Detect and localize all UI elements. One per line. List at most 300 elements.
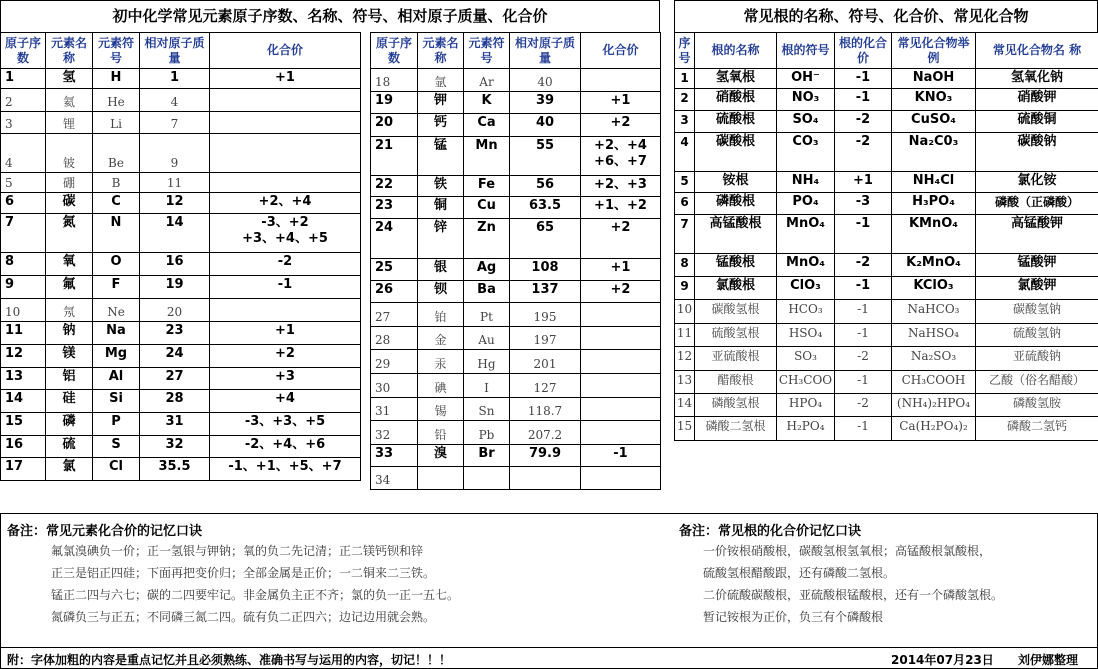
footer (0, 648, 1098, 669)
radical-name: 硫酸根 (695, 111, 777, 133)
valence-line: +2、+3 (594, 177, 647, 192)
radical-name: 氢氧根 (695, 69, 777, 89)
radical-name: 磷酸根 (695, 193, 777, 215)
compound-formula: KMnO₄ (892, 215, 976, 254)
table-row (675, 133, 1098, 172)
compound-formula: H₃PO₄ (892, 193, 976, 215)
radical-name: 高锰酸根 (695, 215, 777, 254)
atomic-number: 6 (1, 193, 46, 214)
radical-valence: -3 (835, 193, 892, 215)
table-row (1, 390, 361, 413)
valence-line: +2 (610, 282, 631, 297)
radical-valence: -2 (835, 111, 892, 133)
atomic-number: 21 (371, 137, 418, 176)
radical-index: 8 (675, 254, 695, 277)
table-row (675, 111, 1098, 133)
element-name: 钠 (46, 322, 93, 345)
element-table-left-col-header: 元素名称 (46, 33, 93, 69)
valence (581, 281, 661, 303)
valence (210, 69, 361, 89)
radical-symbol: SO₃ (777, 347, 835, 371)
table-row (675, 254, 1098, 277)
atomic-mass: 4 (140, 89, 210, 112)
element-name: 硼 (46, 173, 93, 193)
table-row (371, 92, 661, 114)
radical-index: 1 (675, 69, 695, 89)
element-name: 铁 (418, 176, 464, 197)
atomic-number: 19 (371, 92, 418, 114)
table-row (371, 197, 661, 219)
compound-formula: NH₄Cl (892, 172, 976, 193)
element-table-right-col-header: 元素符号 (464, 33, 510, 69)
radical-index: 11 (675, 324, 695, 347)
radical-valence: +1 (835, 172, 892, 193)
radical-index: 4 (675, 133, 695, 172)
element-name: 氦 (46, 89, 93, 112)
element-name: 铜 (418, 197, 464, 219)
atomic-mass: 39 (510, 92, 581, 114)
compound-formula: K₂MnO₄ (892, 254, 976, 277)
element-name: 碘 (418, 374, 464, 398)
radical-name: 醋酸根 (695, 371, 777, 394)
table-row (371, 350, 661, 374)
table-row (1, 253, 361, 276)
element-symbol: F (93, 276, 140, 299)
radical-symbol: CO₃ (777, 133, 835, 172)
compound-formula: NaOH (892, 69, 976, 89)
compound-name: 碳酸钠 (976, 133, 1098, 172)
element-table-left-col-header: 元素符号 (93, 33, 140, 69)
table-row (675, 172, 1098, 193)
atomic-number: 16 (1, 436, 46, 458)
element-name: 镁 (46, 345, 93, 368)
table-row (1, 322, 361, 345)
element-name: 氮 (46, 214, 93, 253)
element-symbol: Mn (464, 137, 510, 176)
radical-name: 磷酸二氢根 (695, 417, 777, 441)
atomic-number: 17 (1, 458, 46, 481)
element-table-right-header (371, 33, 661, 69)
element-table-left-col-header: 相对原子质量 (140, 33, 210, 69)
notes-right-title: 备注：常见根的化合价记忆口诀 (679, 524, 862, 539)
table-row (675, 417, 1098, 441)
atomic-number: 27 (371, 303, 418, 327)
atomic-mass: 19 (140, 276, 210, 299)
radical-valence: -1 (835, 371, 892, 394)
table-row (371, 467, 661, 490)
radical-index: 3 (675, 111, 695, 133)
table-row (371, 219, 661, 259)
valence (210, 89, 361, 112)
radical-index: 9 (675, 277, 695, 300)
element-name: 硅 (46, 390, 93, 413)
atomic-mass: 197 (510, 327, 581, 350)
radical-symbol: ClO₃ (777, 277, 835, 300)
radical-symbol: PO₄ (777, 193, 835, 215)
atomic-number: 32 (371, 421, 418, 445)
atomic-mass: 55 (510, 137, 581, 176)
element-name: 氖 (46, 299, 93, 322)
valence (210, 458, 361, 481)
valence-line: -2 (277, 254, 293, 269)
element-name: 铂 (418, 303, 464, 327)
notes-right-line: 二价硫酸碳酸根，亚硫酸根锰酸根，还有一个磷酸氢根。 (703, 588, 1004, 602)
element-symbol: Ne (93, 299, 140, 322)
table-row (675, 193, 1098, 215)
radical-valence: -2 (835, 347, 892, 371)
valence (581, 421, 661, 445)
valence (581, 176, 661, 197)
table-row (371, 176, 661, 197)
atomic-mass: 31 (140, 413, 210, 436)
notes-right-line: 暂记铵根为正价，负三有个磷酸根 (703, 610, 884, 624)
notes-left-title: 备注：常见元素化合价的记忆口诀 (7, 524, 203, 539)
element-name: 钾 (418, 92, 464, 114)
atomic-number: 24 (371, 219, 418, 259)
atomic-number: 8 (1, 253, 46, 276)
element-name: 钙 (418, 114, 464, 137)
compound-name: 硫酸氢钠 (976, 324, 1098, 347)
element-name: 氯 (46, 458, 93, 481)
element-symbol: I (464, 374, 510, 398)
radical-name: 氯酸根 (695, 277, 777, 300)
valence (581, 350, 661, 374)
radical-valence: -1 (835, 417, 892, 441)
atomic-mass: 40 (510, 114, 581, 137)
element-symbol: Al (93, 368, 140, 390)
valence (581, 197, 661, 219)
atomic-mass: 9 (140, 134, 210, 173)
atomic-mass: 127 (510, 374, 581, 398)
atomic-mass: 1 (140, 69, 210, 89)
radical-table-col-header: 根的化合价 (835, 33, 892, 69)
table-row (371, 137, 661, 176)
table-row (675, 371, 1098, 394)
radical-index: 12 (675, 347, 695, 371)
element-name: 银 (418, 259, 464, 281)
atomic-number: 28 (371, 327, 418, 350)
element-symbol: Zn (464, 219, 510, 259)
element-table-right-col-header: 化合价 (581, 33, 661, 69)
compound-formula: CuSO₄ (892, 111, 976, 133)
table-row (371, 398, 661, 421)
table-row (371, 114, 661, 137)
element-name (418, 467, 464, 490)
radical-symbol: MnO₄ (777, 254, 835, 277)
table-row (371, 281, 661, 303)
table-row (371, 259, 661, 281)
valence (210, 214, 361, 253)
valence (210, 299, 361, 322)
valence-line: +3 (275, 369, 295, 384)
atomic-number: 2 (1, 89, 46, 112)
table-row (371, 421, 661, 445)
atomic-mass: 137 (510, 281, 581, 303)
atomic-mass: 79.9 (510, 445, 581, 467)
notes-left-line: 锰正二四与六七；碳的二四要牢记。非金属负主正不齐；氯的负一正一五七。 (51, 588, 460, 602)
radical-valence: -1 (835, 300, 892, 324)
element-symbol: Ba (464, 281, 510, 303)
radical-table (674, 32, 1098, 441)
atomic-number: 20 (371, 114, 418, 137)
radical-symbol: HSO₄ (777, 324, 835, 347)
radical-valence: -1 (835, 324, 892, 347)
valence-line: +1、+2 (594, 198, 647, 213)
element-symbol: K (464, 92, 510, 114)
table-row (1, 345, 361, 368)
valence (581, 219, 661, 259)
radical-table-col-header: 根的名称 (695, 33, 777, 69)
radical-valence: -2 (835, 394, 892, 417)
table-row (675, 277, 1098, 300)
compound-formula: NaHSO₄ (892, 324, 976, 347)
atomic-mass: 35.5 (140, 458, 210, 481)
radical-name: 磷酸氢根 (695, 394, 777, 417)
radical-index: 2 (675, 89, 695, 111)
radical-symbol: NH₄ (777, 172, 835, 193)
atomic-number: 15 (1, 413, 46, 436)
atomic-number: 30 (371, 374, 418, 398)
radical-table-col-header: 常见化合物名 称 (976, 33, 1098, 69)
atomic-mass: 195 (510, 303, 581, 327)
element-symbol: Na (93, 322, 140, 345)
element-symbol: Mg (93, 345, 140, 368)
element-name: 溴 (418, 445, 464, 467)
notes-left-line: 氮磷负三与正五；不同磷三氮二四。硫有负二正四六；边记边用就会熟。 (51, 610, 436, 624)
atomic-number: 3 (1, 112, 46, 134)
radical-name: 硝酸根 (695, 89, 777, 111)
atomic-mass: 28 (140, 390, 210, 413)
valence-line: +2、+4 (258, 194, 312, 209)
valence (210, 322, 361, 345)
valence-line: -2、+4、+6 (244, 437, 326, 452)
table-row (1, 173, 361, 193)
element-symbol: Li (93, 112, 140, 134)
atomic-number: 23 (371, 197, 418, 219)
element-name: 铍 (46, 134, 93, 173)
valence-line: +1 (610, 260, 631, 275)
notes-right-line: 硫酸氢根醋酸跟，还有磷酸二氢根。 (703, 566, 896, 580)
atomic-number: 26 (371, 281, 418, 303)
atomic-mass: 12 (140, 193, 210, 214)
valence-line-2: +6、+7 (594, 154, 647, 169)
element-name: 汞 (418, 350, 464, 374)
element-name: 氩 (418, 69, 464, 92)
compound-formula: CH₃COOH (892, 371, 976, 394)
radical-index: 5 (675, 172, 695, 193)
valence-line: +1 (275, 70, 295, 85)
element-symbol: Cl (93, 458, 140, 481)
table-row (371, 69, 661, 92)
radical-valence: -1 (835, 69, 892, 89)
notes-left-line: 氟氯溴碘负一价；正一氢银与钾钠；氧的负二先记清；正二镁钙钡和锌 (51, 544, 424, 558)
atomic-mass: 7 (140, 112, 210, 134)
table-row (1, 112, 361, 134)
compound-formula: Ca(H₂PO₄)₂ (892, 417, 976, 441)
table-row (1, 89, 361, 112)
radical-valence: -2 (835, 254, 892, 277)
valence (581, 374, 661, 398)
atomic-mass: 11 (140, 173, 210, 193)
compound-name: 磷酸二氢钙 (976, 417, 1098, 441)
radical-index: 13 (675, 371, 695, 394)
radical-table-col-header: 根的符号 (777, 33, 835, 69)
table-row (1, 134, 361, 173)
element-symbol (464, 467, 510, 490)
footer-date: 2014年07月23日 (891, 653, 994, 667)
atomic-mass: 27 (140, 368, 210, 390)
atomic-mass: 14 (140, 214, 210, 253)
right-title: 常见根的名称、符号、化合价、常见化合物 (674, 0, 1098, 32)
valence-line-2: +3、+4、+5 (242, 231, 328, 246)
valence-line: +2 (275, 346, 295, 361)
atomic-number: 25 (371, 259, 418, 281)
element-symbol: C (93, 193, 140, 214)
compound-formula: NaHCO₃ (892, 300, 976, 324)
atomic-number: 34 (371, 467, 418, 490)
compound-name: 氢氧化钠 (976, 69, 1098, 89)
table-row (1, 299, 361, 322)
element-symbol: Be (93, 134, 140, 173)
element-symbol: P (93, 413, 140, 436)
element-table-left-col-header: 化合价 (210, 33, 361, 69)
radical-name: 锰酸根 (695, 254, 777, 277)
element-name: 氧 (46, 253, 93, 276)
radical-symbol: OH⁻ (777, 69, 835, 89)
radical-symbol: MnO₄ (777, 215, 835, 254)
compound-formula: KNO₃ (892, 89, 976, 111)
element-symbol: B (93, 173, 140, 193)
element-symbol: Pb (464, 421, 510, 445)
radical-name: 碳酸根 (695, 133, 777, 172)
atomic-mass (510, 467, 581, 490)
atomic-mass: 207.2 (510, 421, 581, 445)
table-row (371, 303, 661, 327)
table-row (675, 89, 1098, 111)
radical-valence: -2 (835, 133, 892, 172)
element-symbol: Hg (464, 350, 510, 374)
atomic-number: 10 (1, 299, 46, 322)
valence (581, 467, 661, 490)
left-title: 初中化学常见元素原子序数、名称、符号、相对原子质量、化合价 (0, 0, 660, 32)
table-row (1, 413, 361, 436)
compound-name: 磷酸氢胺 (976, 394, 1098, 417)
radical-symbol: HCO₃ (777, 300, 835, 324)
element-name: 锡 (418, 398, 464, 421)
radical-symbol: SO₄ (777, 111, 835, 133)
element-symbol: Sn (464, 398, 510, 421)
element-name: 钡 (418, 281, 464, 303)
radical-name: 铵根 (695, 172, 777, 193)
valence-line: +2、+4 (594, 138, 647, 153)
valence (581, 327, 661, 350)
valence (581, 398, 661, 421)
compound-name: 硝酸钾 (976, 89, 1098, 111)
table-row (1, 458, 361, 481)
atomic-mass: 16 (140, 253, 210, 276)
element-table-left-header (1, 33, 361, 69)
valence (581, 137, 661, 176)
compound-name: 硫酸铜 (976, 111, 1098, 133)
valence (210, 345, 361, 368)
compound-formula: Na₂SO₃ (892, 347, 976, 371)
element-name: 铅 (418, 421, 464, 445)
table-row (675, 300, 1098, 324)
radical-index: 10 (675, 300, 695, 324)
atomic-number: 33 (371, 445, 418, 467)
element-symbol: S (93, 436, 140, 458)
atomic-mass: 23 (140, 322, 210, 345)
valence (210, 368, 361, 390)
element-name: 锂 (46, 112, 93, 134)
compound-formula: KClO₃ (892, 277, 976, 300)
table-row (675, 347, 1098, 371)
radical-index: 14 (675, 394, 695, 417)
valence (581, 92, 661, 114)
element-symbol: Pt (464, 303, 510, 327)
compound-name: 亚硫酸钠 (976, 347, 1098, 371)
atomic-number: 13 (1, 368, 46, 390)
valence (210, 413, 361, 436)
radical-valence: -1 (835, 89, 892, 111)
valence-line: -3、+2 (261, 215, 309, 230)
valence (210, 193, 361, 214)
atomic-number: 29 (371, 350, 418, 374)
element-name: 锰 (418, 137, 464, 176)
atomic-mass: 40 (510, 69, 581, 92)
valence-line: -1、+1、+5、+7 (228, 459, 342, 474)
valence (210, 173, 361, 193)
element-name: 磷 (46, 413, 93, 436)
element-table-right-col-header: 原子序数 (371, 33, 418, 69)
compound-name: 高锰酸钾 (976, 215, 1098, 254)
valence (210, 390, 361, 413)
radical-index: 6 (675, 193, 695, 215)
table-row (675, 324, 1098, 347)
valence (210, 276, 361, 299)
atomic-mass: 108 (510, 259, 581, 281)
table-row (1, 436, 361, 458)
valence-line: +2 (610, 220, 631, 235)
valence-line: +4 (275, 391, 295, 406)
table-row (371, 374, 661, 398)
atomic-mass: 56 (510, 176, 581, 197)
valence (581, 259, 661, 281)
valence (210, 253, 361, 276)
atomic-number: 12 (1, 345, 46, 368)
valence (581, 114, 661, 137)
atomic-mass: 63.5 (510, 197, 581, 219)
footer-note: 附：字体加粗的内容是重点记忆并且必须熟练、准确书写与运用的内容，切记！！！ (7, 653, 452, 667)
valence (581, 69, 661, 92)
radical-name: 硫酸氢根 (695, 324, 777, 347)
valence-line: -1 (277, 277, 293, 292)
element-symbol: Si (93, 390, 140, 413)
element-symbol: Fe (464, 176, 510, 197)
atomic-mass: 65 (510, 219, 581, 259)
radical-table-col-header: 序号 (675, 33, 695, 69)
radical-index: 15 (675, 417, 695, 441)
notes-section (0, 513, 1098, 648)
element-symbol: Ca (464, 114, 510, 137)
valence (210, 134, 361, 173)
valence-line: -1 (613, 446, 628, 461)
atomic-number: 22 (371, 176, 418, 197)
element-symbol: O (93, 253, 140, 276)
element-table-left (0, 32, 361, 481)
element-table-right-col-header: 元素名称 (418, 33, 464, 69)
radical-symbol: CH₃COO (777, 371, 835, 394)
